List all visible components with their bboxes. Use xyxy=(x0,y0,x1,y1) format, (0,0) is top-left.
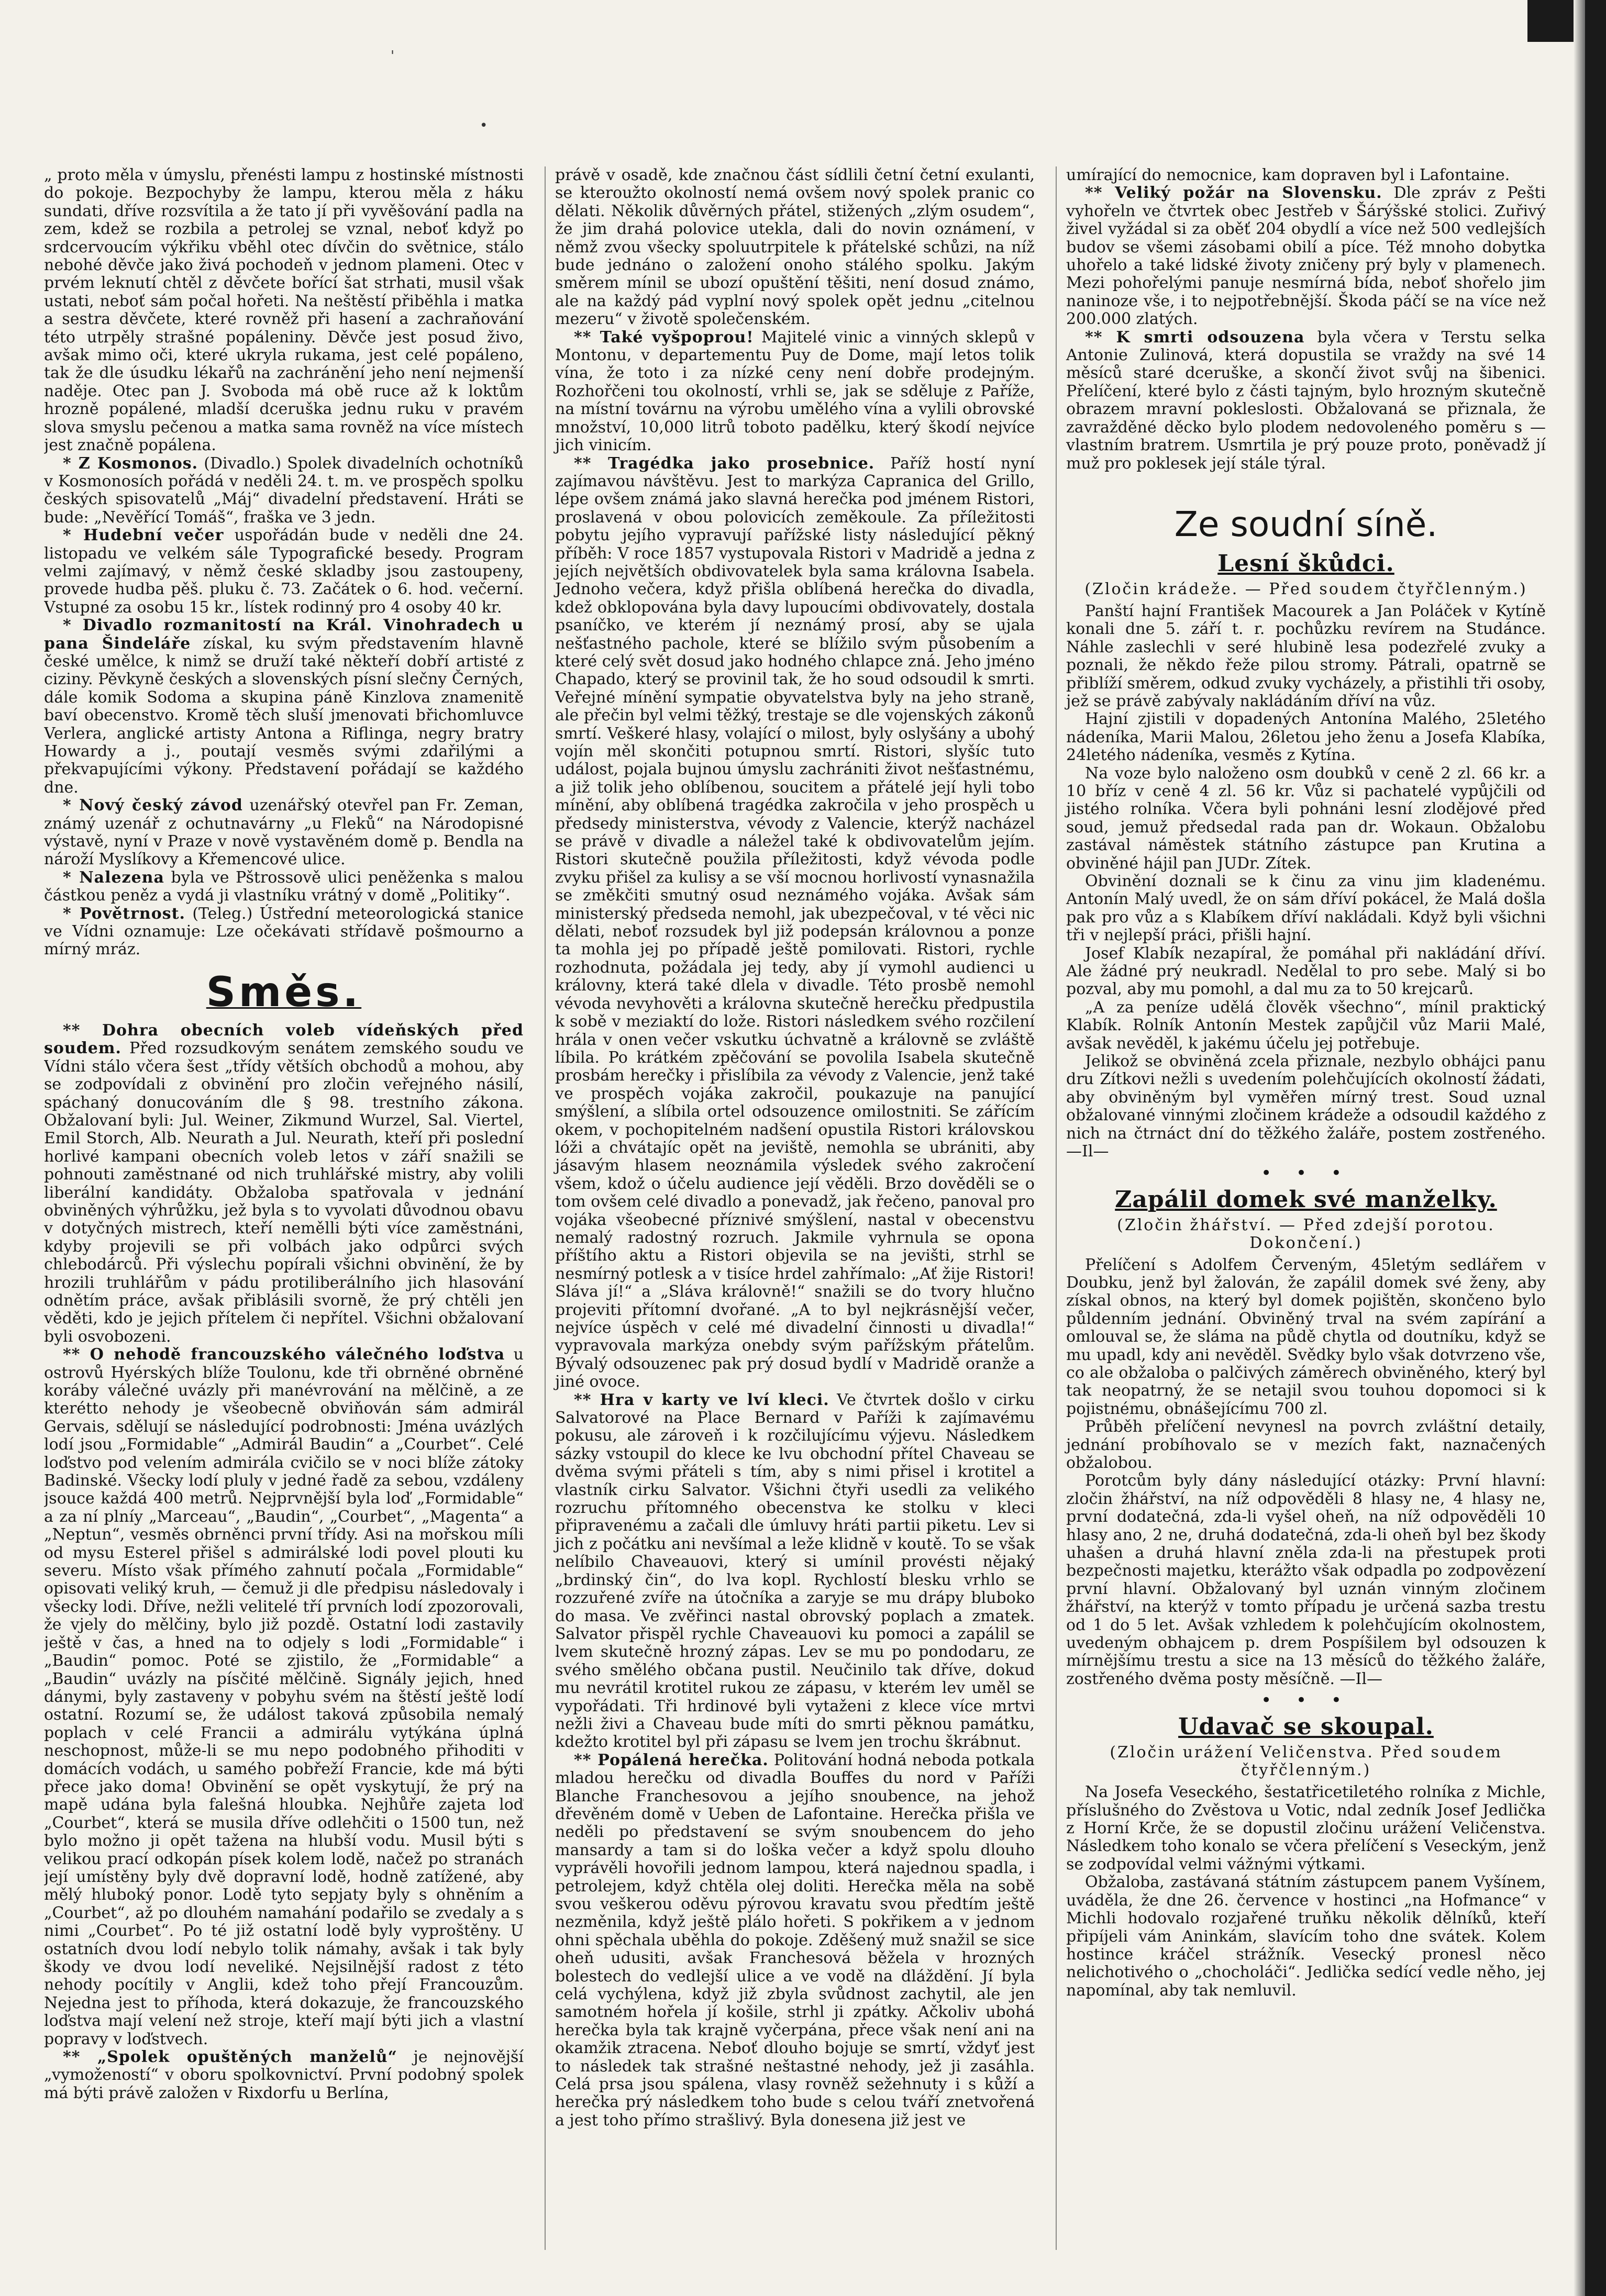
article-separator: • • • xyxy=(1261,1690,1351,1711)
paragraph-text: Ve čtvrtek došlo v cirku Salvatorové na Place Bernard v Paříži k zajímavému pokusu, ale zároveň i k rozčilujícímu výjevu. Následkem sázky vstoupil do klece ke lvu obchodní přítel Chaveau se dvěma svými přáteli s tím, aby s nimi přisel i krotitel a vlastník cirku Salvator. Všichni čtyři usedli za velikého rozruchu přítomného obecenstva ke stolku v kleci připravenému a začali dle úmluvy hráti partii piketu. Lev si jich z počátku ani nevšímal a leže klidně v koutě. To se však nelíbilo Chaveauovi, který si umínil provésti nějaký „brdinský čin“, do lva kopl. Rychlostí blesku vrhlo se rozzuřené zvíře na útočníka a zaryje se mu drápy bluboko do masa. Ve zvěřinci nastal obrovský poplach a zmatek. Salvator přispěl rychle Chaveauovi ku pomoci a zapálil se lvem skutečně hrozný zápas. Lev se mu po pondodaru, ze svého smělého občana pustil. Neučinilo tak dříve, dokud mu nevrátil krotitel rukou ze zápasu, v kterém lev uměl se vypořádati. Tři hrdinové byli vytaženi z klece více mrtvi nežli živi a Chaveau bude míti do smrti pěknou památku, kdežto krotitel byl při zápasu se lvem jen trochu škrábnut. xyxy=(555,1390,1035,1752)
paragraph-lead: ** „Spolek opuštěných manželů“ xyxy=(63,2048,397,2067)
article-subhead: (Zločin žhářství. — Před zdejší porotou. Dokončení.) xyxy=(1117,1216,1495,1252)
scan-edge-shadow xyxy=(1574,0,1585,2296)
news-paragraph xyxy=(555,1391,1035,1752)
paragraph-lead: ** Tragédka jako prosebnice. xyxy=(574,454,875,473)
paragraph-lead: ** Veliký požár na Slovensku. xyxy=(1085,184,1382,203)
paragraph-lead: ** Popálená herečka. xyxy=(574,1751,769,1769)
article-headline: Lesní škůdci. xyxy=(1217,550,1394,577)
article-headline: Udavač se skoupal. xyxy=(1178,1713,1434,1741)
column-1 xyxy=(44,166,524,2250)
news-paragraph xyxy=(1066,166,1546,184)
news-paragraph xyxy=(1066,329,1546,473)
paragraph-lead: * Nový český závod xyxy=(63,796,243,815)
paragraph-text: u ostrovů Hyérských blíže Toulonu, kde tři obrněné obrněné koráby válečné uvázly při manévrování na mělčině, a ze kterétto nehody je všeobecně obviňován sám admirál Gervais, sdělují se následující podrobnosti: Jména uvázlých lodí jsou „Formidable“ „Admirál Baudin“ a „Courbet“. Celé loďstvo pod velením admirála cvičilo se v noci blíže zátoky Badinské. Všecky lodí pluly v jedné řadě za sebou, vzdáleny jsouce každá 400 metrů. Nejprvnější byla loď „Formidable“ a za ní plníy „Marceau“, „Baudin“, „Courbet“, „Magenta“ a „Neptun“, vesměs obrněnci první třídy. Asi na mořskou míli od mysu Esterel přišel s admirálské lodi povel plouti ku severu. Místo však přímého zahnutí počala „Formidable“ opisovati veliký kruh, — čemuž ji dle předpisu následovaly i všecky lodi. Dříve, nežli velitelé tří prvních lodí zpozorovali, že vjely do mělčiny, bylo již pozdě. Ostatní lodi zastavily ještě v čas, a hned na to odjely s lodi „Formidable“ i „Baudin“ pomoc. Poté se zjistilo, že „Formidable“ a „Baudin“ uvázly na písčité mělčině. Signály jejich, hned dánymi, byly zastaveny v pobyhu svém na štěstí ještě lodí ostatní. Rozumí se, že událost taková způsobila nemalý poplach v celé Francii a admirálu vytýkána úplná neschopnost, může-li se mu nepo podobného přihoditi v domácích vodách, u samého pobřeží Francie, kde má býti přece jako doma! Obvinění se opět vyskytují, že prý na mapě udána byla falešná hloubka. Nejhůře zajeta loď „Courbet“, která se musila dříve odlehčiti o 1500 tun, než bylo možno ji opět tažena na hlubší vodu. Musil býti s velikou prací odkopán písek kolem lodě, načež po stranách její umístěny byly dvě dopravní lodě, hodně zatížené, aby mělý hluboký ponor. Lodě tyto sepjaty byly s ohněním a „Courbet“, až po dlouhém namahání podařilo se zvedaly a s nimi „Courbet“. Po té již ostatní lodě byly vyproštěny. U ostatních dvou lodí nebylo tolik námahy, avšak i tak byly škody ve dvou lodí neveliké. Nejsilnější radost z této nehody pocítily v Anglii, kdež toho přejí Francouzům. Nejedna jest to příhoda, která dokazuje, že francouzského loďstva mají velení než stroje, kteří mají býti jich a vlastní popravy v loďstvech. xyxy=(44,1345,524,2048)
news-paragraph xyxy=(555,166,1035,329)
paragraph-lead: ** Také vyšpoprou! xyxy=(574,328,754,347)
article-paragraph: Na voze bylo naloženo osm doubků v ceně 2 zl. 66 kr. a 10 bříz v ceně 4 zl. 56 kr. Vůz si pachatelé vypůjčili od jistého rolníka. Včera byli pohnáni lesní zlodějové před soud, jemuž předsedal rada pan dr. Wokaun. Obžalobu zastával náměstek státního zástupce pan Krutina a obviněné hájil pan JUDr. Zítek. xyxy=(1066,764,1546,873)
article-subhead: (Zločin krádeže. — Před soudem čtyřčlenným.) xyxy=(1084,579,1527,598)
paragraph-text: uzenářský otevřel pan Fr. Zeman, známý uzenář z ochutnavárny „u Fleků“ na Národopisné výstavě, nyní v Praze v nově vystavěném domě p. Bendla na nároží Myslíkovy a Křemencové ulice. xyxy=(44,796,524,869)
news-paragraph xyxy=(44,797,524,869)
article-paragraph: Na Josefa Veseckého, šestatřicetiletého rolníka z Michle, příslušného do Zvěstova u Votic, ndal zedník Josef Jedlička z Horní Krče, že se dopustil zločinu urážení Veličenstva. Následkem toho konalo se včera přelíčení s Veseckým, jenž se zodpovídal velmi vážnými výtkami. xyxy=(1066,1783,1546,1874)
article-paragraph: Obvinění doznali se k činu za vinu jim kladenému. Antonín Malý uvedl, že on sám dříví pokácel, že Malá došla pak pro vůz a s Klabíkem dříví nakládali. Když byli všichni tři v nejlepší práci, přišli hajní. xyxy=(1066,872,1546,945)
paragraph-text: umírající do nemocnice, kam dopraven byl i Lafontaine. xyxy=(1066,166,1510,184)
paragraph-text: Před rozsudkovým senátem zemského soudu ve Vídni stálo včera šest „třídy větších obchodů a mohou, aby se zodpovídali z obvinění pro zločin veřejného násilí, spáchaný donucováním dle § 98. trestního zákona. Obžalovaní byli: Jul. Weiner, Zikmund Wurzel, Sal. Viertel, Emil Storch, Alb. Neurath a Jul. Neurath, kteří při poslední horlivé kampani obecních voleb letos v září snažili se pohnouti zaměstnané od nich truhlářské mistry, aby volili liberální kandidáty. Obžaloba spatřovala v jednání obviněných výhrůžku, jež byla s to vyvolati důvodnou obavu v dotyčných mistrech, kteří nemělli býti více zaměstnáni, kdyby projevili se při volbách jako odpůrci svých chlebodárců. Při výslechu popírali všichni obvinění, že by hrozili truhlářům v pádu protiliberálního jich hlasování odnětím práce, avšak přiblásili svorně, že prý chtěli jen věděti, kdo je jejich přítelem či nepřítel. Všichni obžalovaní byli osvobozeni. xyxy=(44,1039,524,1346)
news-paragraph xyxy=(1066,184,1546,328)
section-title-smes: Směs. xyxy=(206,968,362,1016)
article-paragraph: Přelíčení s Adolfem Červeným, 45letým sedlářem v Doubku, jenž byl žalován, že zapálil domek své ženy, aby získal obnos, na který byl domek pojištěn, skončeno bylo půldenním jednání. Obviněný trval na svém zapírání a omlouval se, že sláma na půdě chytla od doutníku, když se mu upadl, kdy ani nevěděl. Svědky bylo však dotvrzeno vše, co ale obžaloba o palčivých záměrech obviněného, který byl tak neopatrný, že se netajil svou touhou dopomoci si k pojistnému, obnášejícímu 700 zl. xyxy=(1066,1255,1546,1418)
paragraph-text: Dle zpráv z Pešti vyhořeln ve čtvrtek obec Jestřeb v Šárýšské stolici. Zuřivý živel vyžádal si za oběť 204 obydlí a více než 500 vedlejších budov se všemi zásobami obilí a píce. Též mnoho dobytka uhořelo a také lidské životy zničeny prý byly v plamenech. Mezi pohořelými panuje nesmírná bída, neboť shořelo jim naninoze vše, i to nejpotřebnější. Škoda páčí se na více než 200.000 zlatých. xyxy=(1066,184,1546,329)
paragraph-lead: ** Hra v karty ve lví kleci. xyxy=(574,1390,829,1409)
paragraph-lead: * Nalezena xyxy=(63,868,164,887)
news-paragraph xyxy=(44,905,524,959)
paragraph-text: je nejnovější „vymožeností“ v oboru spolkovnictví. První podobný spolek má býti právě založen v Rixdorfu u Berlína, xyxy=(44,2048,524,2102)
article-paragraph: „A za peníze udělá člověk všechno“, mínil praktický Klabík. Rolník Antonín Mestek zapůjčil vůz Marii Malé, avšak nevěděl, k jakému účelu jej potřebuje. xyxy=(1066,998,1546,1053)
paragraph-text: Politování hodná neboda potkala mladou herečku od divadla Bouffes du nord v Paříži Blanche Franchesovou a jejího snoubence, na jehož dřevěném domě v Ueben de Lafontaine. Herečka přišla ve neděli po představení se svým snoubencem do jeho mansardy a tam si do loška večer a když spolu dlouho vyprávěli hovořili jednom lampou, která najednou spadla, i petrolejem, když chtěla olej doliti. Herečka měla na sobě svou veškerou oděvu pýrovou kravatu svou předtím ještě nezměnila, když ještě plálo hořeti. S pokřikem a v jednom ohni spěchala uběhla do pokoje. Zděšený muž snažil se sice oheň udusiti, avšak Franchesová běžela v hrozných bolestech do vedlejší ulice a ve vodě na dláždění. Jí byla celá vychýlena, když již zbyla svůdnost zachytil, ale jen samotném hořela jí košile, strhl ji zpátky. Ačkoliv ubohá herečka byla tak krajně vyčerpána, přece však není ani na okamžik ztracena. Neboť dlouho bojuje se smrtí, vždyť jest to následek tak strašné neštastné nehody, jež ji zasáhla. Celá prsa jsou spálena, vlasy rovněž sežehnuty i s kůží a herečka prý následkem toho bude s celou tváří znetvořená a jest toho přímo strašlivý. Byla donesena již jest ve xyxy=(555,1751,1035,2130)
article-paragraph: Hajní zjistili v dopadených Antonína Malého, 25letého nádeníka, Marii Malou, 26letou jeho ženu a Josefa Klabíka, 24letého nádeníka, vesměs z Kytína. xyxy=(1066,710,1546,765)
paragraph-text: byla ve Pštrossově ulici peněženka s malou částkou peněz a vydá ji vlastníku vrátný v domě „Politiky“. xyxy=(44,868,524,905)
paragraph-text: Majitelé vinic a vinných sklepů v Montonu, v departementu Puy de Dome, mají letos tolik vína, že toto i za nízké ceny není dobře prodejným. Rozhořčeni tou okolností, vrhli se, jak se sděluje z Paříže, na místní továrnu na výrobu umělého vína a vylili obrovské množství, 10,000 litrů toboto padělku, který škodí nejvíce jich vinicím. xyxy=(555,328,1035,455)
paragraph-text: „ proto měla v úmyslu, přenésti lampu z hostinské místnosti do pokoje. Bezpochyby že lampu, kterou měla z háku sundati, dříve rozsvítila a že tato jí při vyvěšování padla na zem, kdež se rozbila a petrolej se vznal, neboť když po srdcervoucím výkřiku vběhl otec dívčin do světnice, stálo nebohé děvče jako živá pochodeň v jednom plameni. Otec v prvém leknutí chtěl z děvčete bořící šat strhati, musil však ustati, neboť sám počal hořeti. Na neštěstí přiběhla i matka a sestra děvčete, které rovněž při hasení a zachraňování této utrpěly strašné popáleniny. Děvče jest posud živo, avšak mimo oči, které ukryla rukama, jest celé popáleno, tak že dle úsudku lékařů na zachránění jeho není nejmenší naděje. Otec pan J. Svoboda má obě ruce až k loktům hrozně popálené, mladší dceruška jednu ruku v pravém slova smyslu pečenou a matka sama rovněž na více místech jest značně popálena. xyxy=(44,166,524,455)
article-paragraph: Josef Klabík nezapíral, že pomáhal při nakládání dříví. Ale žádné prý neukradl. Nedělal to pro sebe. Malý si bo pozval, aby mu pomohl, a dal mu za to 50 krejcarů. xyxy=(1066,944,1546,999)
paragraph-text: uspořádán bude v neděli dne 24. listopadu ve velkém sále Typografické besedy. Program velmi zajímavý, v němž české skladby jsou zastoupeny, provede hudba pěš. pluku č. 73. Začátek o 6. hod. večerní. Vstupné za osobu 15 kr., lístek rodinný pro 4 osoby 40 kr. xyxy=(44,526,524,617)
paragraph-text: právě v osadě, kde značnou část sídlili četní četní exulanti, se kteroužto okolností nemá ovšem nový spolek pranic co dělati. Několik důvěrných přátel, stižených „zlým osudem“, že jim drahá polovice utekla, dali do novin oznámení, v němž zvou všecky spoluutrpitele k přátelské schůzi, na níž bude jednáno o založení onoho stálého spolku. Jakým směrem mínil se ubozí opuštění těšiti, není dosud známo, ale na každý pád vyplní nový spolek opět jednu „citelnou mezeru“ v životě společenském. xyxy=(555,166,1035,329)
paragraph-lead: ** O nehodě francouzského válečného loďstva xyxy=(63,1345,505,1364)
paragraph-lead: * Hudební večer xyxy=(63,526,224,545)
column-3 xyxy=(1056,166,1546,2250)
news-paragraph xyxy=(44,1022,524,1346)
news-paragraph xyxy=(555,455,1035,1391)
section-title-court: Ze soudní síně. xyxy=(1174,504,1438,544)
news-paragraph xyxy=(44,2048,524,2102)
news-paragraph xyxy=(44,527,524,617)
article-headline: Zapálil domek své manželky. xyxy=(1115,1186,1497,1213)
article-subhead: (Zločin urážení Veličenstva. Před soudem čtyřčlenným.) xyxy=(1110,1743,1502,1780)
article-paragraph: Panští hajní František Macourek a Jan Poláček v Kytíně konali dne 5. září t. r. pochůzku revírem na Studánce. Náhle zaslechli v seré hlubině lesa podezřelé zvuky a poznali, že někdo řeže pilou stromy. Pátrali, opatrně se přiblíží směrem, odkud zvuky vycházely, a přistihli tři osoby, jež se právě zabývaly nakládáním dříví na vůz. xyxy=(1066,601,1546,710)
paragraph-text: byla včera v Terstu selka Antonie Zulinová, která dopustila se vraždy na své 14 měsíců staré dceruške, a skončí život svůj na šibenici. Přelíčení, které bylo z části tajným, bylo hrozným skutečně obrazem mravní pokleslosti. Obžalovaná se přiznala, že zavražděné děcko bylo plodem nedovoleného poměru s — vlastním bratrem. Usmrtila je prý pouze proto, poněvadž jí muž pro poklesek její stále týral. xyxy=(1066,328,1546,473)
scan-right-edge xyxy=(1585,0,1606,2296)
news-paragraph xyxy=(44,166,524,455)
paragraph-text: (Divadlo.) Spolek divadelních ochotníků v Kosmonosích pořádá v neděli 24. t. m. ve prospěch spolku českých spisovatelů „Máj“ divadelní představení. Hráti se bude: „Nevěřící Tomáš“, fraška ve 3 jedn. xyxy=(44,454,524,527)
news-paragraph xyxy=(555,1752,1035,2130)
article-paragraph: Porotcům byly dány následující otázky: První hlavní: zločin žhářství, na níž odpověděli 8 hlasy ne, 4 hlasy ne, první dodatečná, zda-li vyšel oheň, na níž odpověděli 10 hlasy ano, 2 ne, druhá dodatečná, zda-li oheň byl bez škody uhašen a druhá hlavní zněla zda-li na přestupek proti bezpečnosti majetku, kterážto však odpadla po zodpovězení první hlavní. Obžalovaný byl uznán vinným zločinem žhářství, na kterýž v tomto případu je určená sazba trestu od 1 do 5 let. Avšak vzhledem k polehčujícím okolnostem, uvedeným obhajcem p. drem Pospíšilem byl odsouzen k mírnějšímu trestu a sice na 13 měsíců do těžkého žaláře, zostřeného dvěma posty měsíčně. —Il— xyxy=(1066,1472,1546,1688)
scan-mark-top: ' xyxy=(391,48,395,64)
news-paragraph xyxy=(555,329,1035,455)
paragraph-lead: * Povětrnost. xyxy=(63,904,185,923)
news-paragraph xyxy=(44,1346,524,2048)
paragraph-text: získal, ku svým představením hlavně české umělce, k nimž se druží také někteří dobří artisté z ciziny. Pěvkyně českých a slovenských písní slečny Černých, dále komik Sodoma a skupina páně Kinzlova znamenitě baví obecenstvo. Kromě těch sluší jmenovati břichomluvce Verlera, anglické artisty Antona a Riflinga, negry bratry Howardy a j., poutají vesměs svými zdařilými a překvapujícími výkony. Představení pořádají se každého dne. xyxy=(44,634,524,797)
article-separator: • • • xyxy=(1261,1162,1351,1184)
news-paragraph xyxy=(44,455,524,527)
column-2 xyxy=(545,166,1035,2250)
article-paragraph: Jelikož se obviněná zcela přiznale, nezbylo obhájci panu dru Zítkovi nežli s uvedením polehčujících okolností žádati, aby obviněným byl vyměřen mírný trest. Soud uznal obžalované vinnými zločinem krádeže a odsoudil každého z nich na čtrnáct dní do těžkého žaláře, postem zostřeného. —Il— xyxy=(1066,1052,1546,1161)
article-paragraph: Obžaloba, zastávaná státním zástupcem panem Vyšínem, uváděla, že dne 26. července v hostinci „na Hofmance“ v Michli hodovalo rozjařené truňku několik dělníků, kteří připíjeli vám Aninkám, slavícím toho dne svátek. Kolem hostince kráčel strážník. Vesecký pronesl něco nelichotivého o „chocholáči“. Jedlička sedící vedle něho, jej napomínal, aby tak nemluvil. xyxy=(1066,1873,1546,2000)
paragraph-text: (Teleg.) Ústřední meteorologická stanice ve Vídni oznamuje: Lze očekávati střídavě pošmourno a mírný mráz. xyxy=(44,904,524,959)
news-paragraph xyxy=(44,869,524,905)
newspaper-columns xyxy=(44,166,1546,2250)
paragraph-lead: * Z Kosmonos. xyxy=(63,454,198,473)
paragraph-lead: ** K smrti odsouzena xyxy=(1085,328,1305,347)
scan-mark-dot: • xyxy=(480,118,488,133)
article-paragraph: Průběh přelíčení nevynesl na povrch zvláštní detaily, jednání probíhovalo se v mezích fakt, naznačených obžalobou. xyxy=(1066,1418,1546,1472)
paragraph-lead: * Divadlo rozmanitostí na Král. Vinohradech u pana Šindeláře xyxy=(44,616,524,653)
news-paragraph xyxy=(44,617,524,797)
paragraph-text: Paříž hostí nyní zajímavou návštěvu. Jest to markýza Capranica del Grillo, lépe ovšem známá jako slavná herečka pod jménem Ristori, proslavená v obou polovicích zeměkoule. Za příležitosti pobytu jejího vypravují pařížské listy následující pěkný příběh: V roce 1857 vystupovala Ristori v Madridě a jedna z jejích největších obdivovatelek byla sama královna Isabela. Jednoho večera, když přišla oblíbená herečka do divadla, kdež obklopována byla davy lupoucími obdivovately, dostala psaníčko, ve kterém jí neznámý prosí, aby se ujala nešťastného pachole, které se blížilo svým působením a které celý svět dosud jako hodného chlapce zná. Jeho jméno Chapado, který se provinil tak, že ho soud odsoudil k smrti. Veřejné mínění sympatie obyvatelstva byly na jeho straně, ale přečin byl velmi těžký, trestaje se dle vojenských zákonů smrtí. Veškeré hlasy, volající o milost, byly oslyšány a ubohý vojín měl skončiti potupnou smrtí. Ristori, slyšíc tuto událost, pojala bujnou úmyslu zachrániti život nešťastnému, a již tolik jeho oblíbenou, soucitem a přátelé její hyli tobo mínění, aby oblíbená tragédka zakročila v jeho prospěch u předsedy ministerstva, vévody z Valencie, kterýž nacházel se právě v divadle a náležel také k obdivovatelům jejím. Ristori skutečně použila příležitosti, když vévoda podle zvyku přišel za kulisy a se vší mocnou horlivostí vynasnažila se změkčiti smutný osud neznámého vojáka. Avšak sám ministerský předseda nemohl, jak ubezpečoval, v té věci nic dělati, neboť rozsudek byl již podepsán královnou a ponze ta mohla jej po případě ještě pomilovati. Ristori, rychle rozhodnuta, požádala jej tedy, aby jí vymohl audienci u královny, která také dlela v divadle. Této prosbě nemohl vévoda nevyhověti a královna skutečně herečku předpustila k sobě v meziaktí do lože. Ristori následkem svého rozčilení hrála v onen večer vskutku úchvatně a královně se zvláště líbila. Po krátkém zpěčování se povolila Isabela skutečně prosbám herečky i přislíbila za vévody z Valencie, jenž také ve prospěch vojáka zakročil, poukazuje na panující smýšlení, a slíbila ortel odsouzence omilostniti. Se zářícím okem, v pochopitelném nadšení opustila Ristori královskou lóži a chvátajíc opět na jeviště, nemohla se ubrániti, aby jásavým hlasem neoznámila výsledek svého zakročení všem, kdož o účelu audience její věděli. Brzo dověděli se o tom ovšem celé divadlo a ponevadž, jak řečeno, panoval pro vojáka všeobecné příznivé smýšlení, nastal v obecenstvu nemalý radostný rozruch. Jakmile vyhrnula se opona příštího aktu a Ristori objevila se na jevišti, strhl se nesmírný potlesk a v tisíce hrdel zahřímalo: „Ať žije Ristori! Sláva jí!“ a „Sláva královně!“ snažili se do tvory hlučno projeviti přítomní dvořané. „A to byl nejkrásnější večer, nejvíce úspěch v celé mé divadelní činnosti u divadla!“ vypravovala markýza onebdy svým pařížským přátelům. Bývalý odsouzenec pak prý dosud bydlí v Madridě oranže a jiné ovoce. xyxy=(555,454,1035,1391)
paragraph-lead: ** Dohra obecních voleb vídeňských před soudem. xyxy=(44,1021,524,1058)
